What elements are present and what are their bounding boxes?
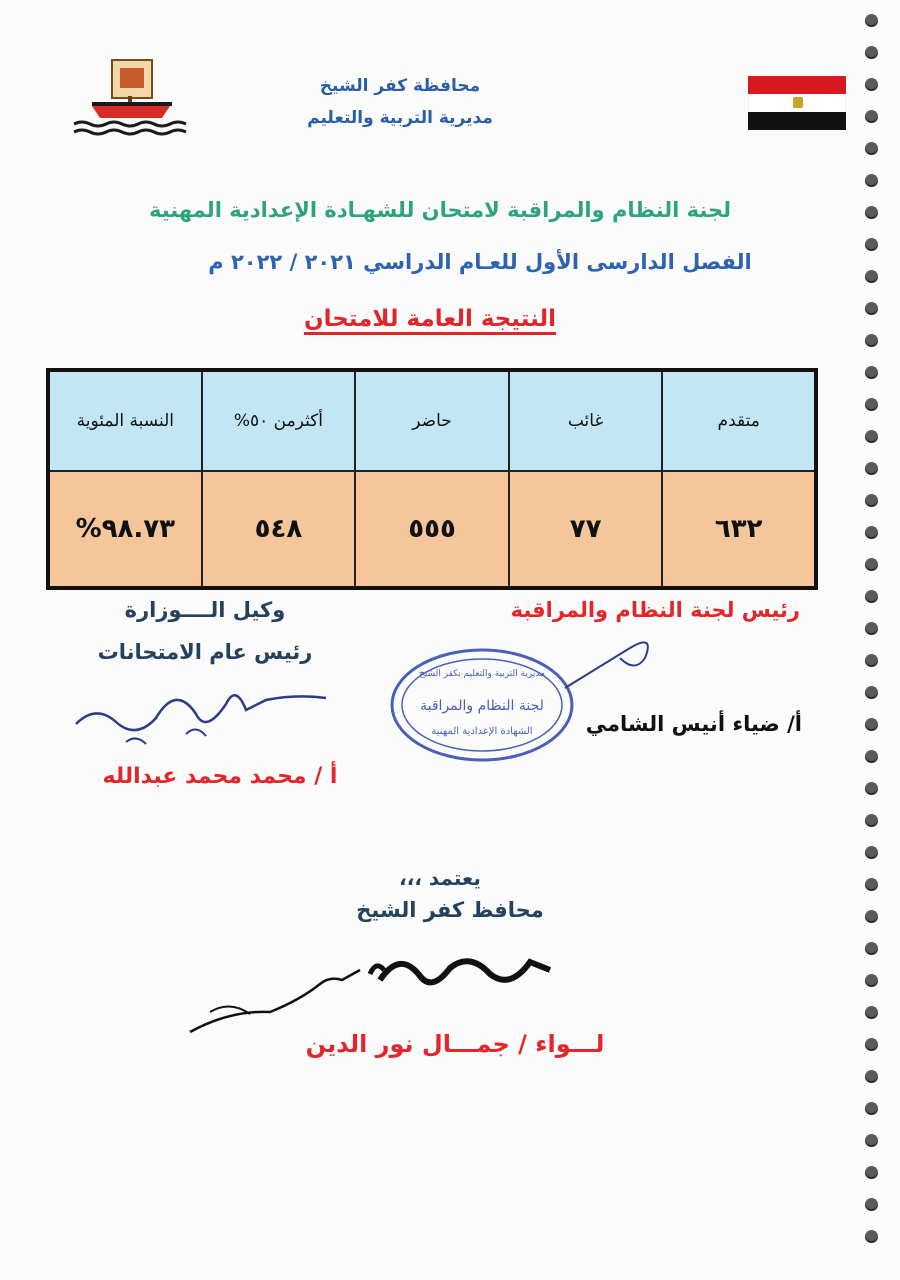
approve-label: يعتمد ،،، bbox=[399, 866, 481, 890]
egypt-flag bbox=[748, 76, 846, 132]
binding-hole bbox=[865, 974, 878, 987]
binding-hole bbox=[865, 654, 878, 667]
value-cell-applicants: ٦٣٢ bbox=[662, 471, 816, 588]
binding-hole bbox=[865, 1006, 878, 1019]
value-cell-percentage: ٩٨.٧٣% bbox=[48, 471, 202, 588]
binding-hole bbox=[865, 782, 878, 795]
binding-hole bbox=[865, 718, 878, 731]
binding-hole bbox=[865, 494, 878, 507]
binding-hole bbox=[865, 206, 878, 219]
binding-hole bbox=[865, 878, 878, 891]
binding-hole bbox=[865, 1102, 878, 1115]
svg-text:الشهادة الإعدادية المهنية: الشهادة الإعدادية المهنية bbox=[431, 726, 533, 737]
value-cell-absent: ٧٧ bbox=[509, 471, 663, 588]
directorate-name: مديرية التربية والتعليم bbox=[307, 108, 493, 128]
binding-hole bbox=[865, 1230, 878, 1243]
header-cell-percentage: النسبة المئوية bbox=[48, 370, 202, 471]
binding-hole bbox=[865, 366, 878, 379]
binding-hole bbox=[865, 910, 878, 923]
binding-hole bbox=[865, 78, 878, 91]
binding-hole bbox=[865, 558, 878, 571]
binding-hole bbox=[865, 462, 878, 475]
binding-hole bbox=[865, 750, 878, 763]
binding-hole bbox=[865, 622, 878, 635]
header-cell-applicants: متقدم bbox=[662, 370, 816, 471]
binding-hole bbox=[865, 430, 878, 443]
binding-hole bbox=[865, 942, 878, 955]
binding-hole bbox=[865, 686, 878, 699]
eagle-icon bbox=[793, 97, 803, 108]
committee-head-name: أ/ ضياء أنيس الشامي bbox=[585, 712, 802, 736]
binding-hole bbox=[865, 334, 878, 347]
binding-hole bbox=[865, 270, 878, 283]
committee-title: لجنة النظام والمراقبة لامتحان للشهـادة الإعدادية المهنية bbox=[148, 198, 731, 222]
value-cell-present: ٥٥٥ bbox=[355, 471, 509, 588]
svg-text:مديرية التربية والتعليم بكفر ا: مديرية التربية والتعليم بكفر الشيخ bbox=[419, 669, 545, 679]
header-cell-absent: غائب bbox=[509, 370, 663, 471]
binding-hole bbox=[865, 1166, 878, 1179]
result-title: النتيجة العامة للامتحان bbox=[303, 306, 557, 332]
official-stamp bbox=[388, 646, 576, 764]
binding-hole bbox=[865, 1070, 878, 1083]
exams-head-title: رئيس عام الامتحانات bbox=[97, 640, 313, 664]
binding-hole bbox=[865, 1038, 878, 1051]
value-cell-above-50: ٥٤٨ bbox=[202, 471, 356, 588]
binding-hole bbox=[865, 142, 878, 155]
exams-head-name: أ / محمد محمد عبدالله bbox=[102, 764, 338, 789]
table-value-row bbox=[48, 471, 816, 588]
binding-hole bbox=[865, 1134, 878, 1147]
svg-text:لجنة النظام والمراقبة: لجنة النظام والمراقبة bbox=[420, 698, 544, 714]
binding-hole bbox=[865, 110, 878, 123]
binding-hole bbox=[865, 814, 878, 827]
committee-head-signature bbox=[560, 628, 670, 698]
binding-hole bbox=[865, 590, 878, 603]
header-cell-above-50: أكثرمن ٥٠% bbox=[202, 370, 356, 471]
binding-hole bbox=[865, 1198, 878, 1211]
deputy-signature bbox=[66, 664, 356, 754]
results-table bbox=[46, 368, 818, 590]
committee-head-title: رئيس لجنة النظام والمراقبة bbox=[510, 598, 800, 622]
table-header-row bbox=[48, 370, 816, 471]
deputy-minister-title: وكيل الــــوزارة bbox=[124, 598, 286, 622]
binding-hole bbox=[865, 846, 878, 859]
governorate-logo bbox=[70, 58, 190, 138]
binding-hole bbox=[865, 14, 878, 27]
semester-title: الفصل الدارسى الأول للعـام الدراسي ٢٠٢١ / ٢٠٢٢ م bbox=[208, 250, 752, 274]
binding-hole bbox=[865, 526, 878, 539]
binding-hole bbox=[865, 302, 878, 315]
binding-hole bbox=[865, 238, 878, 251]
governor-title: محافظ كفر الشيخ bbox=[356, 898, 544, 922]
header-cell-present: حاضر bbox=[355, 370, 509, 471]
binding-hole bbox=[865, 174, 878, 187]
governor-name: لـــواء / جمـــال نور الدين bbox=[305, 1030, 605, 1058]
binding-hole bbox=[865, 46, 878, 59]
binding-hole bbox=[865, 398, 878, 411]
binding-holes bbox=[858, 14, 878, 1270]
governorate-name: محافظة كفر الشيخ bbox=[319, 76, 481, 96]
